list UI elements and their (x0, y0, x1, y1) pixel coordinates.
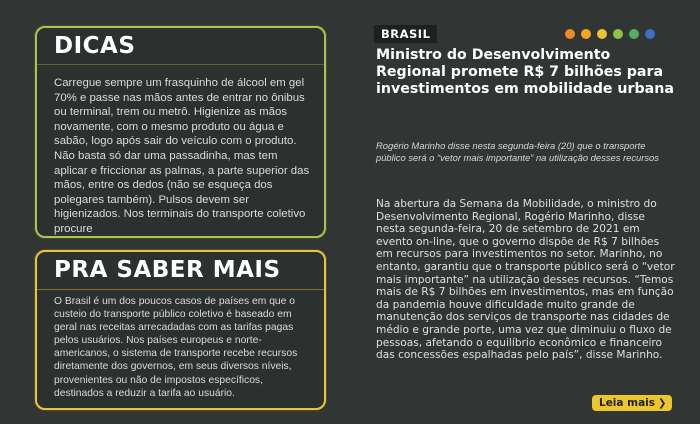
decor-dot (613, 29, 623, 39)
article-headline: Ministro do Desenvolvimento Regional promete R$ 7 bilhões para investimentos em mobilidade urbana (376, 47, 674, 97)
chevron-right-icon: ❯ (658, 397, 667, 409)
pra-saber-mais-box (35, 250, 326, 410)
decor-dot (565, 29, 575, 39)
read-more-button[interactable] (592, 395, 672, 411)
section-tag: BRASIL (374, 25, 437, 43)
article-subhead: Rogério Marinho disse nesta segunda-feira (20) que o transporte público será o “vetor mais importante” na utilização desses recursos (376, 140, 659, 163)
decor-dot (581, 29, 591, 39)
decor-dot (597, 29, 607, 39)
dicas-title: DICAS (54, 33, 136, 59)
decor-dot (629, 29, 639, 39)
dicas-body: Carregue sempre um frasquinho de álcool em gel 70% e passe nas mãos antes de entrar no ônibus ou terminal, trem ou metrô. Higienize as mãos novamente, com o mesmo produto ou água e sabão, logo após sair do veículo com o produto. Não basta só dar uma passadinha, mas tem aplicar e friccionar as palmas, a parte superior das mãos, entre os dedos (não se esqueça dos polegares também). Pulsos devem ser higienizados. Nos terminais do transporte coletivo procure (54, 77, 310, 235)
dicas-divider (37, 64, 324, 65)
dicas-box (35, 26, 326, 238)
article-body: Na abertura da Semana da Mobilidade, o ministro do Desenvolvimento Regional, Rogério Marinho, disse nesta segunda-feira, 20 de setembro de 2021 em evento on-line, que o governo dispõe de R$ 7 bilhões em recursos para investimentos no setor. Marinho, no entanto, garantiu que o transporte público será o “vetor mais importante” na utilização desses recursos. “Temos mais de R$ 7 bilhões em investimentos, mas em função da pandemia houve dificuldade muito grande de manutenção dos serviços de transporte nas cidades de médio e grande porte, uma vez que diminuiu o fluxo de pessoas, afetando o equilíbrio econômico e financeiro das concessões espalhadas pelo país”, disse Marinho. (376, 198, 675, 362)
pra-saber-mais-body: O Brasil é um dos poucos casos de países em que o custeio do transporte público coletivo é baseado em geral nas receitas arrecadadas com as tarifas pagas pelos usuários. Nos países europeus e norte-americanos, o sistema de transporte recebe recursos diretamente dos governos, em seus diversos níveis, provenientes ou não de impostos específicos, destinados a reduzir a tarifa ao usuário. (54, 296, 298, 399)
pra-saber-mais-title: PRA SABER MAIS (54, 257, 281, 283)
decor-dot (645, 29, 655, 39)
read-more-label: Leia mais (599, 397, 656, 409)
decorative-dots (565, 29, 655, 39)
pra-saber-mais-divider (37, 289, 324, 290)
